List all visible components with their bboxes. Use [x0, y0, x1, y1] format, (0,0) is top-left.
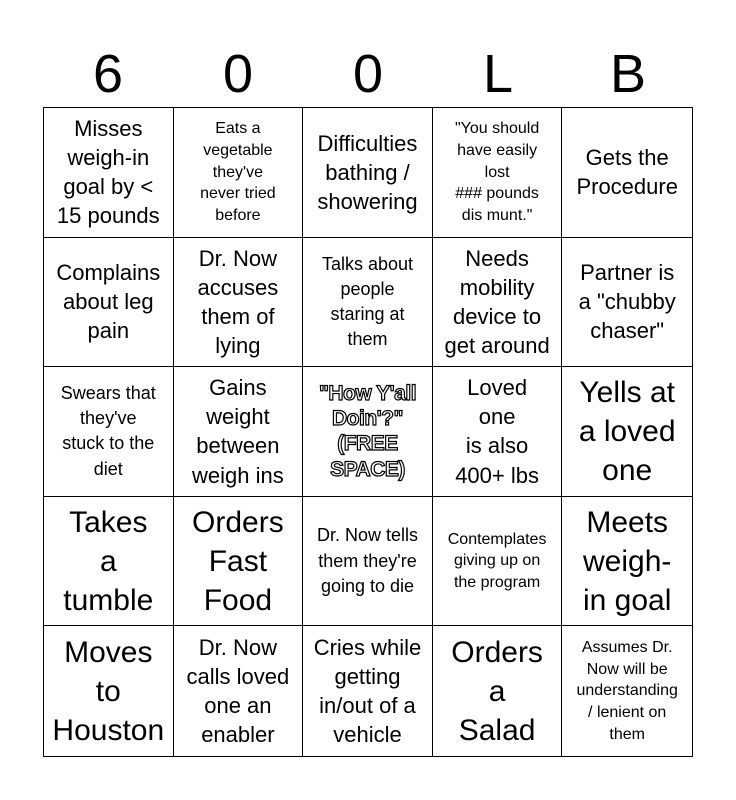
- cell-text: Takes a tumble: [63, 505, 154, 617]
- header-letter: 0: [222, 44, 254, 104]
- cell-text: Contemplates giving up on the program: [447, 530, 547, 591]
- bingo-cell[interactable]: [44, 367, 174, 497]
- bingo-cell[interactable]: [174, 626, 304, 756]
- free-space-cell[interactable]: [303, 367, 433, 497]
- bingo-cell[interactable]: [44, 626, 174, 756]
- cell-text: Orders Fast Food: [192, 505, 284, 617]
- cell-text: Loved one is also 400+ lbs: [455, 375, 539, 488]
- cell-text: Misses weigh-in goal by < 15 pounds: [56, 116, 160, 229]
- cell-text: Yells at a loved one: [578, 375, 676, 487]
- bingo-cell[interactable]: [433, 367, 563, 497]
- bingo-cell[interactable]: [303, 626, 433, 756]
- cell-text: "You should have easily lost ### pounds dis munt.": [454, 120, 540, 224]
- bingo-cell[interactable]: [433, 108, 563, 238]
- bingo-cell[interactable]: [433, 626, 563, 756]
- bingo-cell[interactable]: [433, 497, 563, 627]
- bingo-cell[interactable]: [562, 497, 692, 627]
- cell-text: Assumes Dr. Now will be understanding / lenient on them: [576, 639, 678, 743]
- bingo-cell[interactable]: [562, 238, 692, 368]
- bingo-cell[interactable]: [562, 367, 692, 497]
- cell-text: "How Y'all Doin'?" (FREE SPACE): [318, 382, 417, 481]
- cell-text: Difficulties bathing / showering: [317, 130, 418, 214]
- cell-text: Moves to Houston: [52, 635, 165, 747]
- bingo-cell[interactable]: [174, 238, 304, 368]
- header-letter: B: [609, 44, 647, 104]
- header-letter: 6: [92, 44, 124, 104]
- cell-text: Dr. Now calls loved one an enabler: [186, 635, 290, 748]
- cell-text: Needs mobility device to get around: [444, 245, 550, 358]
- bingo-header: [43, 40, 693, 108]
- bingo-cell[interactable]: [44, 238, 174, 368]
- bingo-cell[interactable]: [174, 108, 304, 238]
- header-letter: L: [482, 44, 514, 104]
- bingo-cell[interactable]: [562, 108, 692, 238]
- bingo-cell[interactable]: [44, 497, 174, 627]
- bingo-cell[interactable]: [303, 238, 433, 368]
- bingo-cell[interactable]: [44, 108, 174, 238]
- cell-text: Cries while getting in/out of a vehicle: [313, 635, 422, 748]
- cell-text: Meets weigh- in goal: [582, 505, 672, 617]
- cell-text: Eats a vegetable they've never tried before: [200, 120, 276, 224]
- bingo-cell[interactable]: [303, 497, 433, 627]
- cell-text: Talks about people staring at them: [321, 253, 414, 350]
- bingo-cell[interactable]: [433, 238, 563, 368]
- cell-text: Gains weight between weigh ins: [192, 375, 284, 488]
- cell-text: Orders a Salad: [451, 635, 543, 747]
- bingo-cell[interactable]: [562, 626, 692, 756]
- header-letter: 0: [352, 44, 384, 104]
- bingo-cell[interactable]: [303, 108, 433, 238]
- cell-text: Gets the Procedure: [576, 145, 678, 200]
- bingo-cell[interactable]: [174, 497, 304, 627]
- cell-text: Swears that they've stuck to the diet: [60, 383, 156, 479]
- cell-text: Partner is a "chubby chaser": [578, 260, 676, 344]
- cell-text: Dr. Now accuses them of lying: [197, 245, 279, 358]
- cell-text: Complains about leg pain: [56, 260, 161, 344]
- cell-text: Dr. Now tells them they're going to die: [316, 525, 418, 596]
- bingo-board: [43, 107, 693, 757]
- bingo-cell[interactable]: [174, 367, 304, 497]
